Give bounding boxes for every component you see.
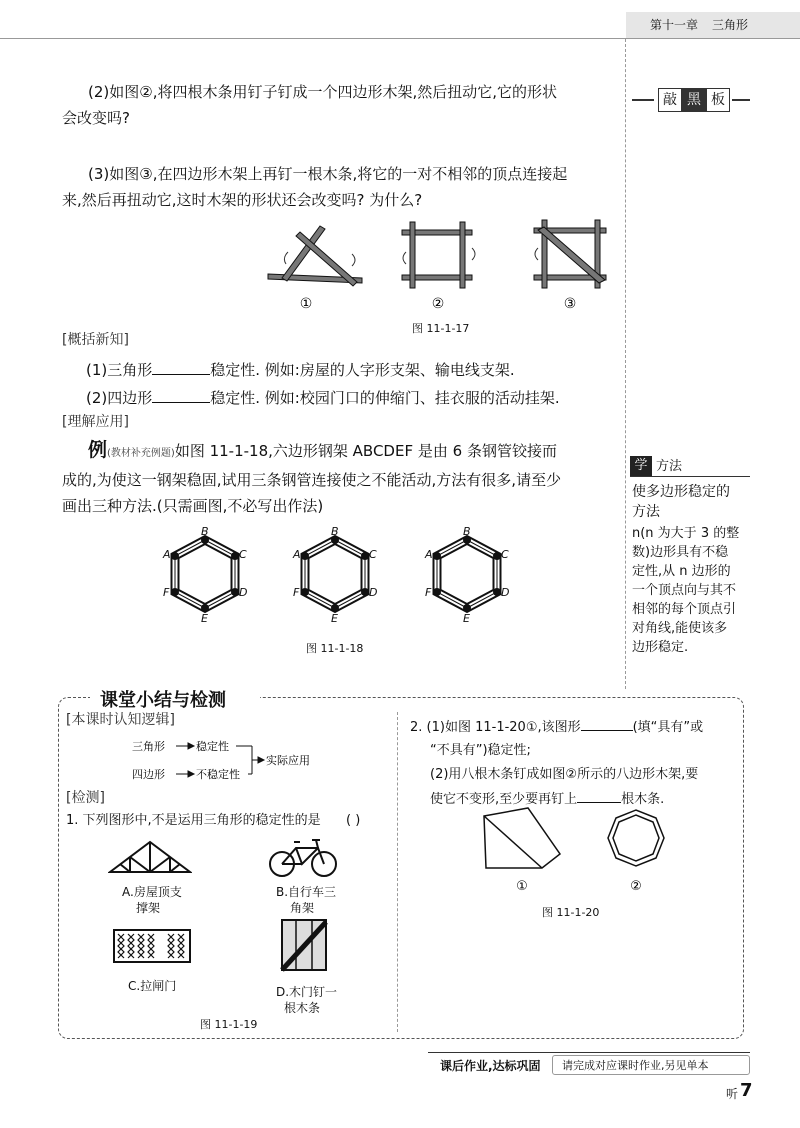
vertex-b-2: B xyxy=(331,525,339,538)
method-body-line-3: 定性,从 n 边形的 xyxy=(632,564,731,579)
example-text-1: 如图 11-1-18,六边形钢架 ABCDEF 是由 6 条钢管铰接而 xyxy=(174,442,557,460)
test-q2-line-4-post: 根木条. xyxy=(621,792,665,807)
question-2-line-1: (2)如图②,将四根木条用钉子钉成一个四边形木架,然后扭动它,它的形状 xyxy=(88,83,558,101)
option-a-label-1: A.房屋顶支 xyxy=(122,885,182,899)
vertex-e-3: E xyxy=(463,612,470,625)
answer-blank-3[interactable] xyxy=(581,718,633,731)
vertex-a-3: A xyxy=(425,548,433,561)
option-d-label-2: 根木条 xyxy=(284,1001,321,1015)
vertex-f-3: F xyxy=(425,586,432,599)
answer-blank-1[interactable] xyxy=(152,360,210,375)
vertex-a-2: A xyxy=(293,548,301,561)
summary-item-2-post: 稳定性. 例如:校园门口的伸缩门、挂衣服的活动挂架. xyxy=(210,389,560,407)
option-c-label-1: C.拉闸门 xyxy=(128,979,177,993)
header-rule xyxy=(0,38,800,39)
footer-listen: 听 xyxy=(726,1087,739,1101)
example-note: (教材补充例题) xyxy=(107,448,175,459)
sidebar-divider xyxy=(625,39,627,689)
hexagon-1 xyxy=(160,522,250,630)
method-title-2: 方法 xyxy=(632,504,660,520)
method-body-line-5: 相邻的每个顶点引 xyxy=(632,602,737,617)
summary-item-1 xyxy=(86,360,515,380)
banner-char-1: 敲 xyxy=(658,88,682,112)
question-2-line-2: 会改变吗? xyxy=(62,109,130,127)
summary-item-2 xyxy=(86,388,560,408)
summary-item-1-pre: (1)三角形 xyxy=(86,361,153,379)
option-b-bicycle[interactable] xyxy=(268,834,338,880)
example-line-2: 成的,为使这一钢架稳固,试用三条钢管连接使之不能活动,方法有很多,请至少 xyxy=(62,471,562,489)
method-body-line-2: 数)边形具有不稳 xyxy=(632,545,729,560)
chapter-title: 三角形 xyxy=(712,18,749,32)
vertex-e-2: E xyxy=(331,612,338,625)
lesson-inner-divider xyxy=(397,712,399,1032)
triangle-frame xyxy=(268,226,362,286)
logic-app: 实际应用 xyxy=(266,754,310,767)
hexagon-2 xyxy=(290,522,380,630)
apply-heading: [理解应用] xyxy=(62,414,129,430)
figure-11-1-17-caption: 图 11-1-17 xyxy=(412,322,470,335)
page-number: 7 xyxy=(740,1080,753,1101)
logic-quad: 四边形 xyxy=(132,768,165,781)
test-q2-line-1-post: (填“具有”或 xyxy=(632,720,704,735)
vertex-f-2: F xyxy=(293,586,300,599)
logic-heading: [本课时认知逻辑] xyxy=(66,712,175,728)
question-3-line-2: 来,然后再扭动它,这时木架的形状还会改变吗? 为什么? xyxy=(62,191,423,209)
vertex-d-3: D xyxy=(501,586,510,599)
chapter-number: 第十一章 xyxy=(650,18,699,32)
figure-11-1-19-caption: 图 11-1-19 xyxy=(200,1018,258,1031)
option-b-label-1: B.自行车三 xyxy=(276,885,337,899)
test-q1-stem: 1. 下列图形中,不是运用三角形的稳定性的是 xyxy=(66,813,321,828)
fig17-label-1: ① xyxy=(299,296,313,312)
fig17-label-3: ③ xyxy=(563,296,577,312)
test-q1-answer-paren[interactable]: ( ) xyxy=(346,813,361,828)
test-q2-line-2: “不具有”)稳定性; xyxy=(430,743,531,758)
figure-11-1-18-caption: 图 11-1-18 xyxy=(306,642,364,655)
method-label: 方法 xyxy=(656,459,683,474)
logic-stable: 稳定性 xyxy=(196,740,229,753)
vertex-a-1: A xyxy=(163,548,171,561)
test-q2-line-1 xyxy=(410,718,703,736)
vertex-c-1: C xyxy=(239,548,247,561)
footer-rule xyxy=(428,1052,750,1053)
fig20-label-2: ② xyxy=(630,879,642,894)
footer-note: 请完成对应课时作业,另见单本 xyxy=(562,1059,709,1072)
vertex-b-3: B xyxy=(463,525,471,538)
figure-11-1-18 xyxy=(160,522,510,630)
option-d-label-1: D.木门钉一 xyxy=(276,985,338,999)
test-q2-line-3: (2)用八根木条钉成如图②所示的八边形木架,要 xyxy=(430,767,699,782)
method-badge-text: 学 xyxy=(634,458,648,473)
option-a-label-2: 撑架 xyxy=(136,901,161,915)
method-body-line-6: 对角线,能使该多 xyxy=(632,621,728,636)
method-body xyxy=(632,524,739,657)
banner-char-3: 板 xyxy=(706,88,730,112)
banner-rule-left xyxy=(632,99,654,101)
question-3-line-1: (3)如图③,在四边形木架上再钉一根木条,将它的一对不相邻的顶点连接起 xyxy=(88,165,568,183)
answer-blank-4[interactable] xyxy=(577,790,621,803)
summary-item-1-post: 稳定性. 例如:房屋的人字形支架、输电线支架. xyxy=(210,361,515,379)
fig20-label-1: ① xyxy=(516,879,528,894)
summary-item-2-pre: (2)四边形 xyxy=(86,389,153,407)
footer-homework: 课后作业,达标巩固 xyxy=(440,1059,541,1073)
method-body-line-4: 一个顶点向与其不 xyxy=(632,583,737,598)
option-b-label-2: 角架 xyxy=(290,901,315,915)
test-heading: [检测] xyxy=(66,790,105,806)
pentagon-shape xyxy=(484,808,560,868)
option-d-braced-door[interactable] xyxy=(278,916,330,974)
logic-unstable: 不稳定性 xyxy=(196,768,240,781)
vertex-d-2: D xyxy=(369,586,378,599)
logic-map xyxy=(132,734,332,786)
method-title-1: 使多边形稳定的 xyxy=(632,484,730,500)
method-box xyxy=(630,456,750,676)
vertex-f-1: F xyxy=(163,586,170,599)
method-badge xyxy=(630,456,652,476)
fig17-label-2: ② xyxy=(431,296,445,312)
figure-11-1-20-caption: 图 11-1-20 xyxy=(542,906,600,919)
method-body-line-1: n(n 为大于 3 的整 xyxy=(632,526,740,541)
example-line-3: 画出三种方法.(只需画图,不必写出作法) xyxy=(62,497,324,515)
logic-tri: 三角形 xyxy=(132,740,165,753)
test-q2-line-4-pre: 使它不变形,至少要再钉上 xyxy=(430,792,578,807)
vertex-d-1: D xyxy=(239,586,248,599)
method-rule xyxy=(630,476,750,477)
vertex-b-1: B xyxy=(201,525,209,538)
square-frame xyxy=(402,222,472,288)
vertex-c-3: C xyxy=(501,548,509,561)
banner-char-2: 黑 xyxy=(682,88,706,112)
braced-frame xyxy=(534,220,606,288)
answer-blank-2[interactable] xyxy=(152,388,210,403)
sidebar-banner xyxy=(632,88,750,112)
summary-new-heading: [概括新知] xyxy=(62,332,129,348)
example-line-1 xyxy=(88,440,557,464)
figure-11-1-20 xyxy=(478,806,678,898)
vertex-c-2: C xyxy=(369,548,377,561)
banner-rule-right xyxy=(732,99,750,101)
option-c-folding-gate[interactable] xyxy=(112,926,192,966)
vertex-e-1: E xyxy=(201,612,208,625)
octagon-shape xyxy=(608,810,664,866)
figure-11-1-17 xyxy=(262,218,612,316)
option-a-roof-truss[interactable] xyxy=(108,838,192,878)
hexagon-3 xyxy=(422,522,512,630)
example-word: 例 xyxy=(88,439,108,461)
test-q2-line-1-pre: 2. (1)如图 11-1-20①,该图形 xyxy=(410,720,581,735)
method-body-line-7: 边形稳定. xyxy=(632,640,689,655)
lesson-title: 课堂小结与检测 xyxy=(100,690,226,711)
